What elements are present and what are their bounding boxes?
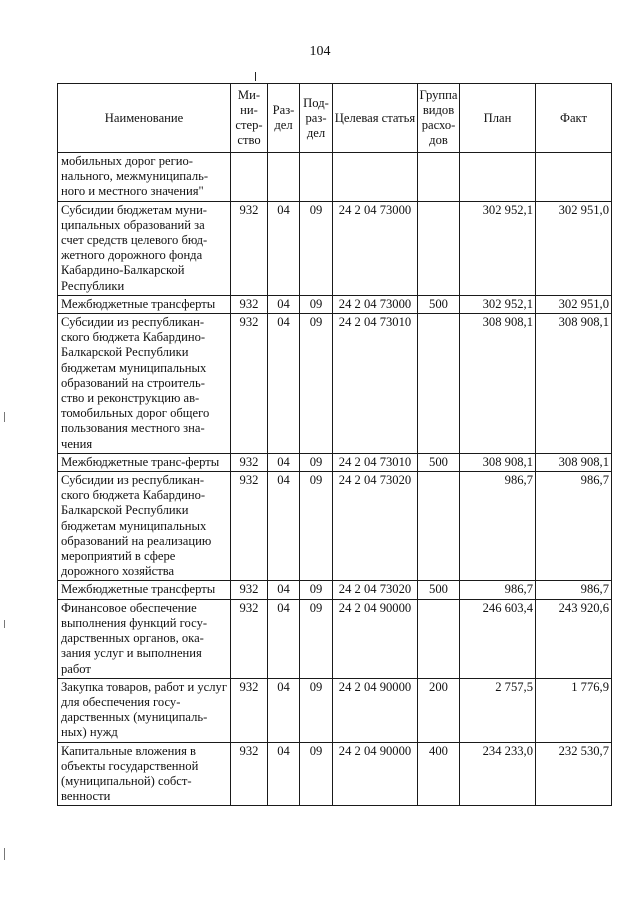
cell-fact: 243 920,6 [536,599,612,678]
cell-name: Субсидии из республикан-ского бюджета Кабардино-Балкарской Республики бюджетам муниципальных образований на строитель-ство и реконструкцию ав-томобильных дорог общего пользования местного зна-чения [58,314,231,454]
budget-table [57,83,612,806]
header-fact: Факт [536,84,612,153]
table-row [58,599,612,678]
cell-plan: 302 952,1 [460,295,536,313]
cell-ministry: 932 [231,581,268,599]
cell-plan: 986,7 [460,472,536,581]
cell-section: 04 [268,201,300,295]
cell-plan: 986,7 [460,581,536,599]
cell-target: 24 2 04 73000 [333,295,418,313]
header-plan: План [460,84,536,153]
cell-section: 04 [268,742,300,806]
cell-name: Межбюджетные транс-ферты [58,453,231,471]
page-number: 104 [309,44,331,59]
table-row [58,742,612,806]
cell-subsection: 09 [300,453,333,471]
table-row [58,581,612,599]
cell-section: 04 [268,581,300,599]
table-row [58,678,612,742]
cell-group: 200 [418,678,460,742]
cell-name: Субсидии бюджетам муни-ципальных образований за счет средств целевого бюд-жетного дорожного фонда Кабардино-Балкарской Республики [58,201,231,295]
cell-group [418,201,460,295]
scan-edge-mark [4,620,5,628]
cell-plan: 308 908,1 [460,314,536,454]
table-row [58,453,612,471]
cell-ministry: 932 [231,295,268,313]
cell-ministry: 932 [231,472,268,581]
cell-group [418,599,460,678]
cell-fact: 302 951,0 [536,201,612,295]
cell-ministry: 932 [231,599,268,678]
cell-section: 04 [268,472,300,581]
cell-target: 24 2 04 73010 [333,453,418,471]
cell-target: 24 2 04 90000 [333,678,418,742]
table-header-row [58,84,612,153]
cell-subsection: 09 [300,678,333,742]
header-group: Группа видов расхо-дов [418,84,460,153]
cell-plan: 234 233,0 [460,742,536,806]
cell-subsection: 09 [300,742,333,806]
scan-edge-mark [4,412,5,422]
cell-plan: 2 757,5 [460,678,536,742]
cell-fact [536,153,612,202]
cell-target [333,153,418,202]
cell-name: мобильных дорог регио-нального, межмуниципаль-ного и местного значения" [58,153,231,202]
table-row [58,295,612,313]
header-section: Раз-дел [268,84,300,153]
cell-name: Капитальные вложения в объекты государственной (муниципальной) собст-венности [58,742,231,806]
cell-group [418,472,460,581]
cell-subsection: 09 [300,472,333,581]
cell-plan: 308 908,1 [460,453,536,471]
header-subsection: Под-раз-дел [300,84,333,153]
cell-subsection: 09 [300,201,333,295]
cell-fact: 232 530,7 [536,742,612,806]
cell-fact: 308 908,1 [536,314,612,454]
cell-section: 04 [268,453,300,471]
cell-target: 24 2 04 90000 [333,599,418,678]
cell-fact: 308 908,1 [536,453,612,471]
cell-target: 24 2 04 73000 [333,201,418,295]
cell-target: 24 2 04 90000 [333,742,418,806]
scan-tick-mark [255,72,256,81]
cell-ministry: 932 [231,453,268,471]
cell-ministry: 932 [231,314,268,454]
cell-section [268,153,300,202]
cell-subsection: 09 [300,599,333,678]
cell-group: 500 [418,453,460,471]
cell-ministry: 932 [231,201,268,295]
scan-edge-mark [4,848,5,860]
cell-ministry: 932 [231,678,268,742]
cell-fact: 986,7 [536,472,612,581]
cell-target: 24 2 04 73010 [333,314,418,454]
cell-name: Межбюджетные трансферты [58,581,231,599]
table-row [58,201,612,295]
table-row [58,472,612,581]
cell-fact: 1 776,9 [536,678,612,742]
cell-group [418,314,460,454]
cell-fact: 302 951,0 [536,295,612,313]
cell-target: 24 2 04 73020 [333,581,418,599]
cell-group: 400 [418,742,460,806]
header-name: Наименование [58,84,231,153]
cell-plan [460,153,536,202]
cell-plan: 246 603,4 [460,599,536,678]
cell-ministry [231,153,268,202]
cell-section: 04 [268,678,300,742]
cell-group: 500 [418,295,460,313]
cell-group: 500 [418,581,460,599]
cell-name: Субсидии из республикан-ского бюджета Кабардино-Балкарской Республики бюджетам муниципальных образований на реализацию мероприятий в сфере дорожного хозяйства [58,472,231,581]
cell-fact: 986,7 [536,581,612,599]
header-target: Целевая статья [333,84,418,153]
cell-name: Межбюджетные трансферты [58,295,231,313]
cell-name: Закупка товаров, работ и услуг для обеспечения госу-дарственных (муниципаль-ных) нужд [58,678,231,742]
header-ministry: Ми-ни-стер-ство [231,84,268,153]
cell-target: 24 2 04 73020 [333,472,418,581]
cell-plan: 302 952,1 [460,201,536,295]
cell-section: 04 [268,599,300,678]
cell-section: 04 [268,295,300,313]
cell-subsection: 09 [300,581,333,599]
cell-ministry: 932 [231,742,268,806]
cell-subsection: 09 [300,295,333,313]
table-row [58,314,612,454]
cell-section: 04 [268,314,300,454]
table-row [58,153,612,202]
cell-name: Финансовое обеспечение выполнения функций госу-дарственных органов, ока-зания услуг и выполнения работ [58,599,231,678]
cell-subsection: 09 [300,314,333,454]
cell-group [418,153,460,202]
cell-subsection [300,153,333,202]
